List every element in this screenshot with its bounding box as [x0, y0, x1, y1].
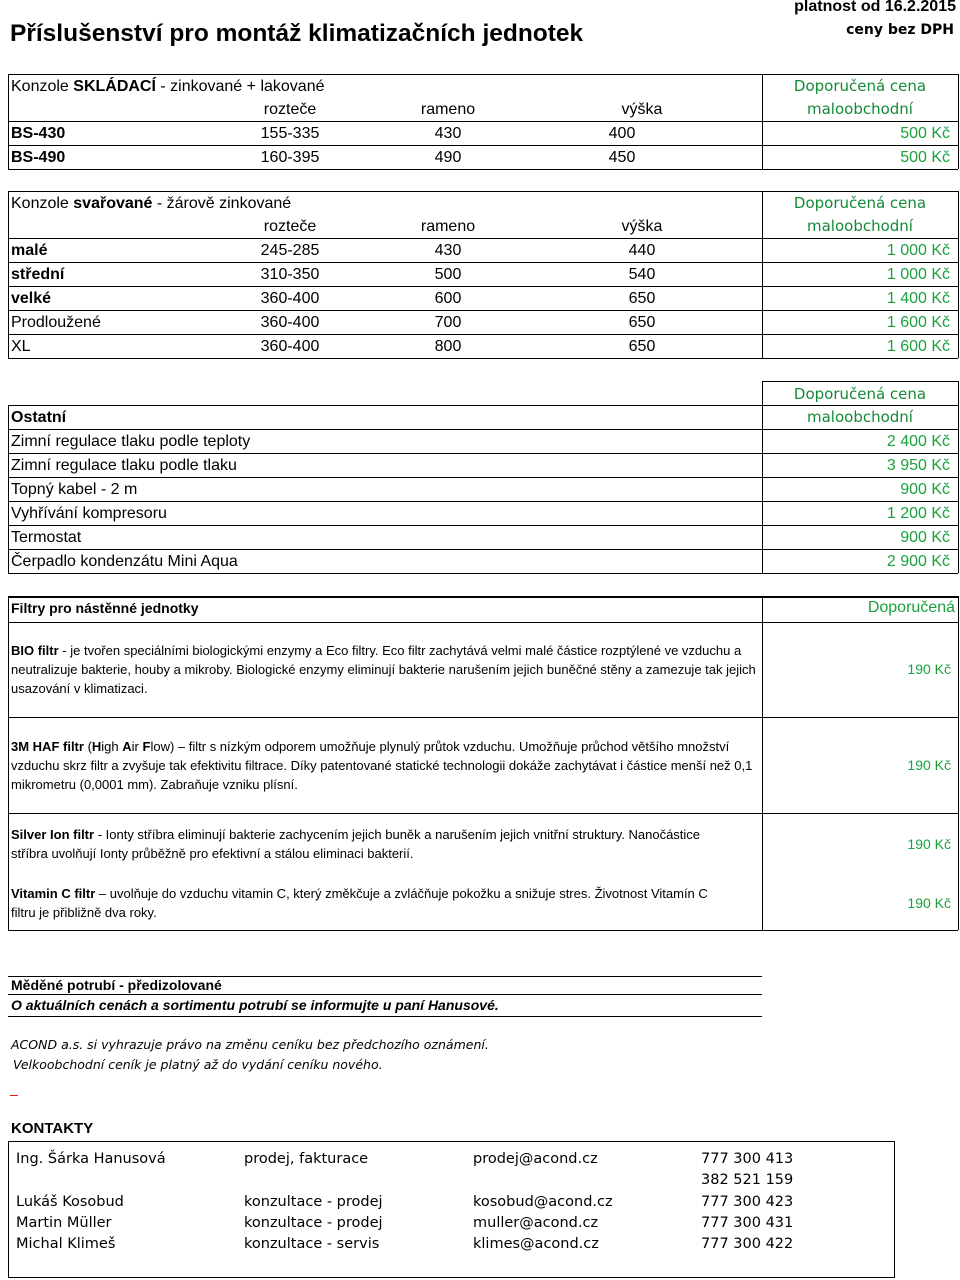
contact-phone: 777 300 422	[701, 1236, 794, 1252]
price-header-line2: maloobchodní	[807, 408, 913, 426]
contacts-title: KONTAKTY	[11, 1120, 94, 1137]
price-header-line2: maloobchodní	[807, 100, 913, 118]
contact-email[interactable]: muller@acond.cz	[473, 1215, 599, 1231]
contact-phone: 777 300 423	[701, 1194, 794, 1210]
contact-phone: 777 300 413	[701, 1151, 794, 1167]
col-arm-header: rameno	[420, 101, 476, 118]
filter-silver-description: Silver Ion filtr - Ionty stříbra eliminují bakterie zachycením jejich buněk a narušením jejich vnitřní struktury. Nanočástice stříbra uvolňují Ionty průběžně pro efektivní a stálou eliminaci bakterií.	[11, 827, 701, 861]
validity-date: platnost od 16.2.2015	[794, 0, 956, 15]
price-header-line2: maloobchodní	[807, 217, 913, 235]
filter-3m-description: 3M HAF filtr (High Air Flow) – filtr s nízkým odporem umožňuje plynulý průtok vzduchu. Umožňuje průchod většího množství vzduchu skrz filtr a zvyšuje tak efektivitu filtrace. Díky patentované statické technologii dokáže zachytávat i částice menší než 0,1 mikrometru (0,0001 mm). Zabraňuje vzniku plísní.	[11, 739, 753, 792]
section-title: Ostatní	[11, 409, 67, 426]
section-title: Konzole svařované - žárově zinkované	[11, 195, 292, 212]
section-title: Konzole SKLÁDACÍ - zinkované + lakované	[11, 78, 325, 95]
price-header: Doporučená	[867, 599, 955, 616]
price-header-line1: Doporučená cena	[793, 385, 927, 403]
col-arm-header: rameno	[420, 218, 476, 235]
col-height-header: výška	[621, 101, 663, 118]
filter-price: 190 Kč	[907, 661, 951, 677]
copper-note: O aktuálních cenách a sortimentu potrubí se informujte u paní Hanusové.	[11, 997, 499, 1013]
price-header-line1: Doporučená cena	[793, 77, 927, 95]
col-height-header: výška	[621, 218, 663, 235]
contact-email[interactable]: prodej@acond.cz	[473, 1151, 598, 1167]
contact-email[interactable]: klimes@acond.cz	[473, 1236, 599, 1252]
contact-phone: 777 300 431	[701, 1215, 794, 1231]
red-mark: _	[10, 1080, 18, 1096]
disclaimer-line2: Velkoobchodní ceník je platný až do vydání ceníku nového.	[13, 1057, 383, 1072]
col-spacing-header: rozteče	[263, 101, 317, 118]
price-header-line1: Doporučená cena	[793, 194, 927, 212]
filter-price: 190 Kč	[907, 757, 951, 773]
filter-price: 190 Kč	[907, 836, 951, 852]
filter-bio-description: BIO filtr - je tvořen speciálními biologickými enzymy a Eco filtry. Eco filtr zachytává velmi malé částice rozptýlené ve vzduchu a neutralizuje bakterie, houby a mikroby. Biologické enzymy eliminují bakterie narušením jejich buněčné stěny a zamezuje tak jejich usazování v klimatizaci.	[11, 643, 756, 696]
page-title: Příslušenství pro montáž klimatizačních jednotek	[10, 20, 584, 47]
contact-phone-secondary: 382 521 159	[701, 1172, 794, 1188]
filter-price: 190 Kč	[907, 895, 951, 911]
copper-title: Měděné potrubí - předizolované	[11, 977, 222, 993]
contact-email[interactable]: kosobud@acond.cz	[473, 1194, 613, 1210]
section-title: Filtry pro nástěnné jednotky	[11, 600, 199, 616]
disclaimer-line1: ACOND a.s. si vyhrazuje právo na změnu ceníku bez předchozího oznámení.	[11, 1037, 489, 1052]
filter-vitamin-c-description: Vitamin C filtr – uvolňuje do vzduchu vitamin C, který změkčuje a zvláčňuje pokožku a snižuje stres. Životnost Vitamín C filtru je přibližně dva roky.	[11, 886, 708, 920]
vat-note: ceny bez DPH	[846, 22, 954, 38]
col-spacing-header: rozteče	[263, 218, 317, 235]
